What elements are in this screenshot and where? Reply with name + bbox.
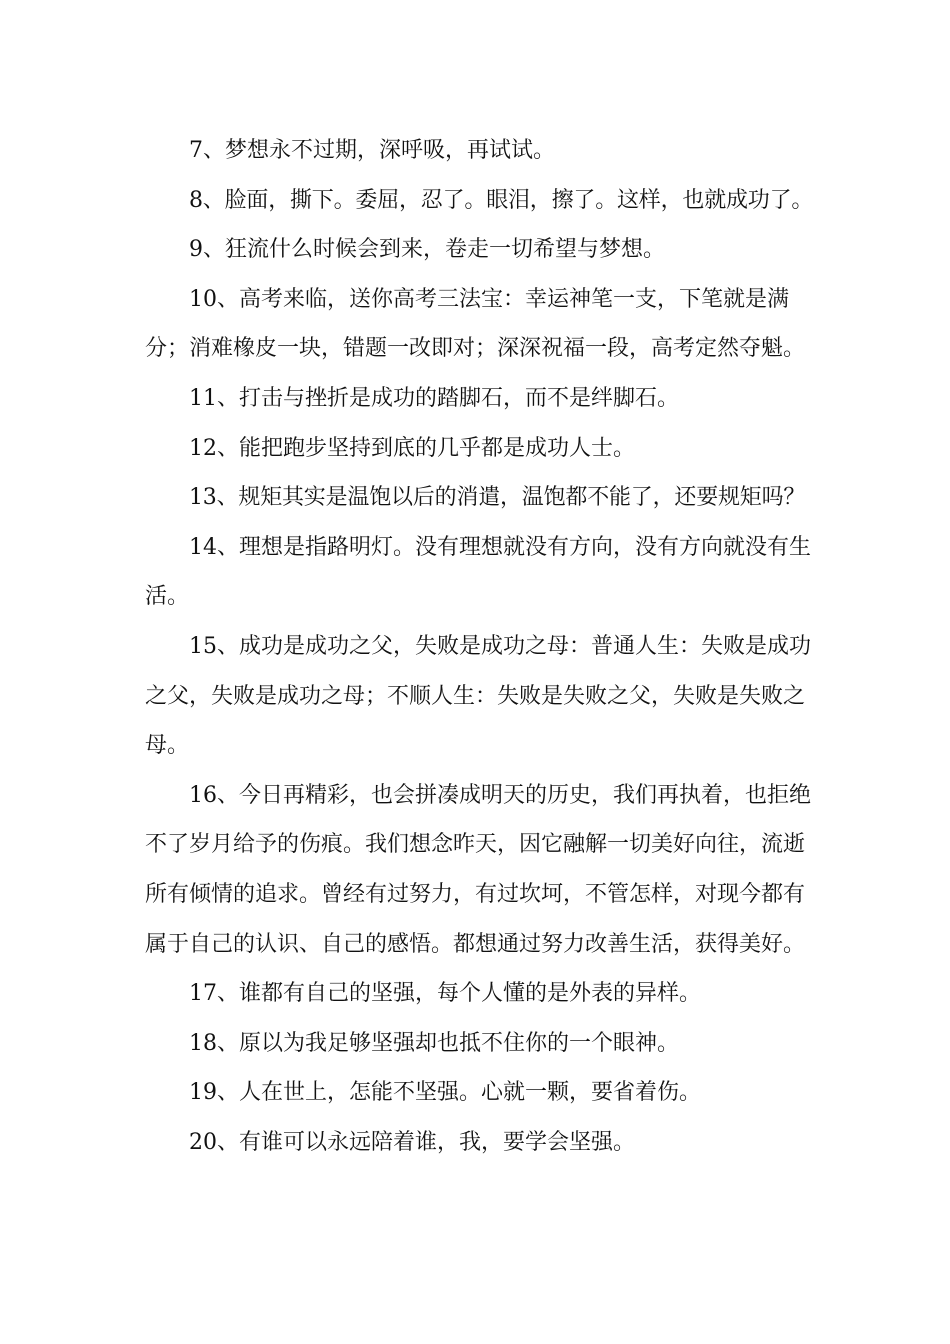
paragraph-13: 13、规矩其实是温饱以后的消遣，温饱都不能了，还要规矩吗？	[189, 485, 806, 511]
paragraph-15: 15、成功是成功之父，失败是成功之母：普通人生：失败是成功之父，失败是成功之母；不顺人生：失败是失败之父，失败是失败之母。	[145, 633, 811, 759]
paragraph-8: 8、脸面，撕下。委屈，忍了。眼泪，擦了。这样，也就成功了。	[189, 187, 814, 213]
paragraph-20: 20、有谁可以永远陪着谁，我，要学会坚强。	[189, 1129, 635, 1155]
paragraph-12: 12、能把跑步坚持到底的几乎都是成功人士。	[189, 435, 635, 461]
paragraph-11: 11、打击与挫折是成功的踏脚石，而不是绊脚石。	[189, 385, 679, 411]
paragraph-7: 7、梦想永不过期，深呼吸，再试试。	[189, 138, 555, 163]
paragraph-17: 17、谁都有自己的坚强，每个人懂的是外表的异样。	[189, 981, 701, 1007]
paragraph-16: 16、今日再精彩，也会拼凑成明天的历史，我们再执着，也拒绝不了岁月给予的伤痕。我们想念昨天，因它融解一切美好向往，流逝所有倾情的追求。曾经有过努力，有过坎坷，不管怎样，对现今都有属于自己的认识、自己的感悟。都想通过努力改善生活，获得美好。	[145, 782, 811, 957]
paragraph-19: 19、人在世上，怎能不坚强。心就一颗，要省着伤。	[189, 1080, 701, 1106]
paragraph-10: 10、高考来临，送你高考三法宝：幸运神笔一支，下笔就是满分；消难橡皮一块，错题一改即对；深深祝福一段，高考定然夺魁。	[145, 286, 806, 362]
document-body	[145, 126, 815, 1167]
paragraph-9: 9、狂流什么时候会到来，卷走一切希望与梦想。	[189, 237, 665, 263]
paragraph-14: 14、理想是指路明灯。没有理想就没有方向，没有方向就没有生活。	[145, 534, 811, 610]
paragraph-18: 18、原以为我足够坚强却也抵不住你的一个眼神。	[189, 1030, 679, 1056]
